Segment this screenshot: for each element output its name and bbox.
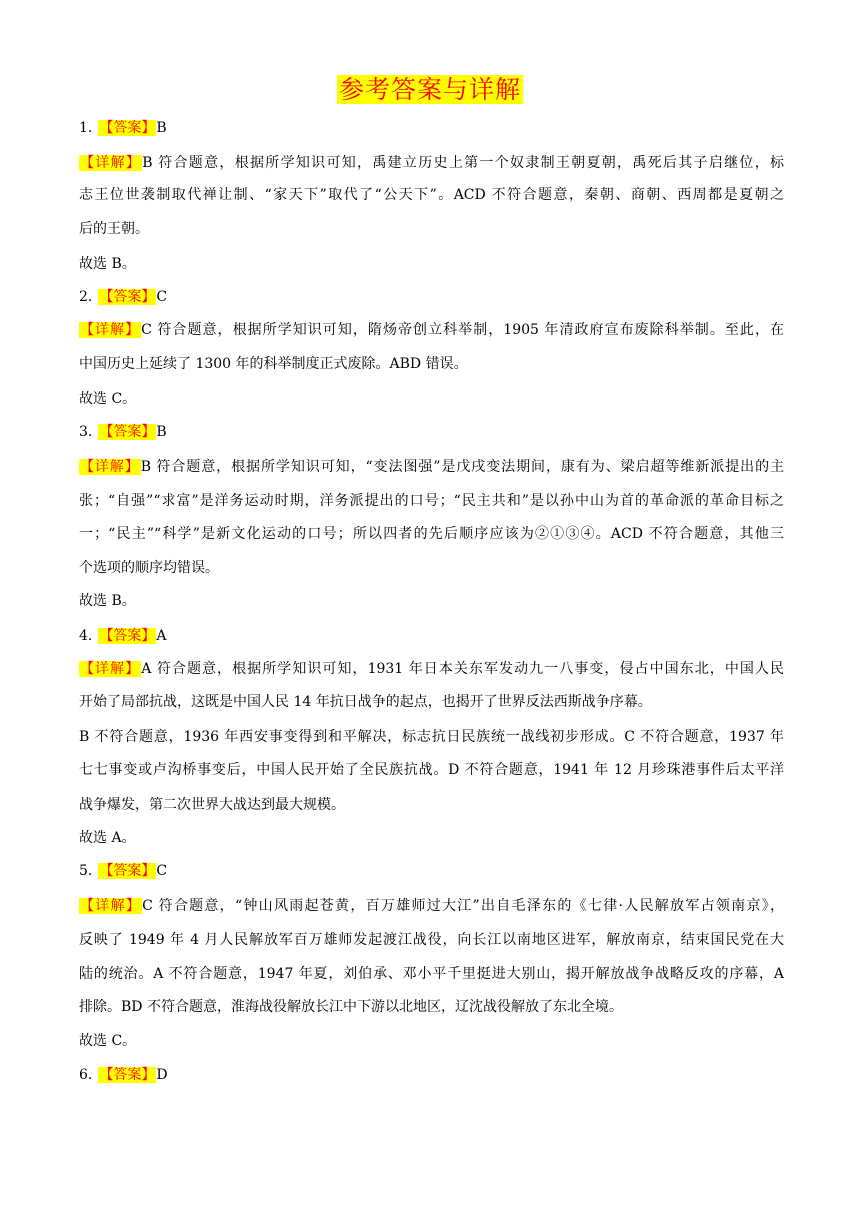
detail-text: A 符合题意，根据所学知识可知，1931 年日本关东军发动九一八事变，侵占中国东北，中国人民 — [141, 661, 785, 677]
detail-line: B 不符合题意，1936 年西安事变得到和平解决，标志抗日民族统一战线初步形成。C 不符合题意，1937 年 — [79, 729, 784, 745]
answer-label: 【答案】 — [99, 628, 156, 644]
question-number: 6. — [79, 1067, 93, 1083]
question-number: 1. — [79, 120, 93, 136]
answer-value: C — [156, 863, 168, 879]
page-title-text: 参考答案与详解 — [338, 75, 521, 104]
detail-line: 个选项的顺序均错误。 — [79, 560, 219, 576]
conclusion: 故选 C。 — [79, 1033, 137, 1049]
question-number: 4. — [79, 628, 93, 644]
question-number: 3. — [79, 424, 93, 440]
detail-text: C 符合题意，根据所学知识可知，隋炀帝创立科举制，1905 年清政府宣布废除科举制。至此，在 — [141, 322, 785, 338]
conclusion: 故选 C。 — [79, 391, 137, 407]
conclusion: 故选 B。 — [79, 593, 136, 609]
detail-label: 【详解】 — [80, 898, 142, 914]
answer-label: 【答案】 — [99, 1067, 156, 1083]
answer-label: 【答案】 — [99, 289, 156, 305]
detail-text: B 符合题意，根据所学知识可知，禹建立历史上第一个奴隶制王朝夏朝，禹死后其子启继位，标 — [142, 155, 784, 171]
answer-label: 【答案】 — [99, 863, 156, 879]
detail-line: 张；“自强”“求富”是洋务运动时期，洋务派提出的口号；“民主共和”是以孙中山为首的革命派的革命目标之 — [79, 493, 784, 509]
answer-value: A — [156, 628, 167, 644]
detail-line: 陆的统治。A 不符合题意，1947 年夏，刘伯承、邓小平千里挺进大别山，揭开解放战争战略反攻的序幕，A — [79, 966, 784, 982]
detail-line: 排除。BD 不符合题意，淮海战役解放长江中下游以北地区，辽沈战役解放了东北全境。 — [79, 999, 623, 1015]
answer-line-q1 — [79, 118, 784, 138]
answer-line-q6 — [79, 1065, 784, 1085]
detail-label: 【详解】 — [80, 155, 142, 171]
detail-line: 战争爆发，第二次世界大战达到最大规模。 — [79, 797, 345, 813]
detail-line: 志王位世袭制取代禅让制、“家天下”取代了“公天下”。ACD 不符合题意，秦朝、商朝、西周都是夏朝之 — [79, 187, 784, 203]
detail-line — [79, 659, 784, 679]
answer-value: D — [156, 1067, 168, 1083]
detail-line: 反映了 1949 年 4 月人民解放军百万雄师发起渡江战役，向长江以南地区进军，解放南京，结束国民党在大 — [79, 932, 784, 948]
detail-line: 开始了局部抗战，这既是中国人民 14 年抗日战争的起点，也揭开了世界反法西斯战争序幕。 — [79, 694, 652, 710]
answer-value: C — [156, 289, 168, 305]
detail-text: C 符合题意，“钟山风雨起苍黄，百万雄师过大江”出自毛泽东的《七律·人民解放军占领南京》， — [142, 898, 785, 914]
answer-label: 【答案】 — [99, 120, 156, 136]
answer-line-q3 — [79, 422, 784, 442]
conclusion: 故选 A。 — [79, 830, 136, 846]
detail-line — [79, 153, 784, 173]
detail-text: B 符合题意，根据所学知识可知，“变法图强”是戊戌变法期间，康有为、梁启超等维新派提出的主 — [140, 459, 784, 475]
detail-line: 中国历史上延续了 1300 年的科举制度正式废除。ABD 错误。 — [79, 356, 468, 372]
detail-label: 【详解】 — [80, 322, 141, 338]
answer-line-q4 — [79, 626, 784, 646]
answer-label: 【答案】 — [99, 424, 156, 440]
detail-line — [79, 320, 784, 340]
detail-line: 一；“民主”“科学”是新文化运动的口号；所以四者的先后顺序应该为②①③④。ACD 不符合题意，其他三 — [79, 526, 784, 542]
answer-line-q5 — [79, 861, 784, 881]
answer-line-q2 — [79, 287, 784, 307]
conclusion: 故选 B。 — [79, 256, 136, 272]
answer-value: B — [156, 424, 167, 440]
detail-line — [79, 457, 784, 477]
detail-line — [79, 896, 784, 916]
answer-value: B — [156, 120, 167, 136]
page-title — [0, 70, 860, 106]
question-number: 2. — [79, 289, 93, 305]
question-number: 5. — [79, 863, 93, 879]
detail-label: 【详解】 — [80, 459, 140, 475]
detail-line: 七七事变或卢沟桥事变后，中国人民开始了全民族抗战。D 不符合题意，1941 年 12 月珍珠港事件后太平洋 — [79, 762, 784, 778]
detail-label: 【详解】 — [80, 661, 141, 677]
detail-line: 后的王朝。 — [79, 221, 149, 237]
